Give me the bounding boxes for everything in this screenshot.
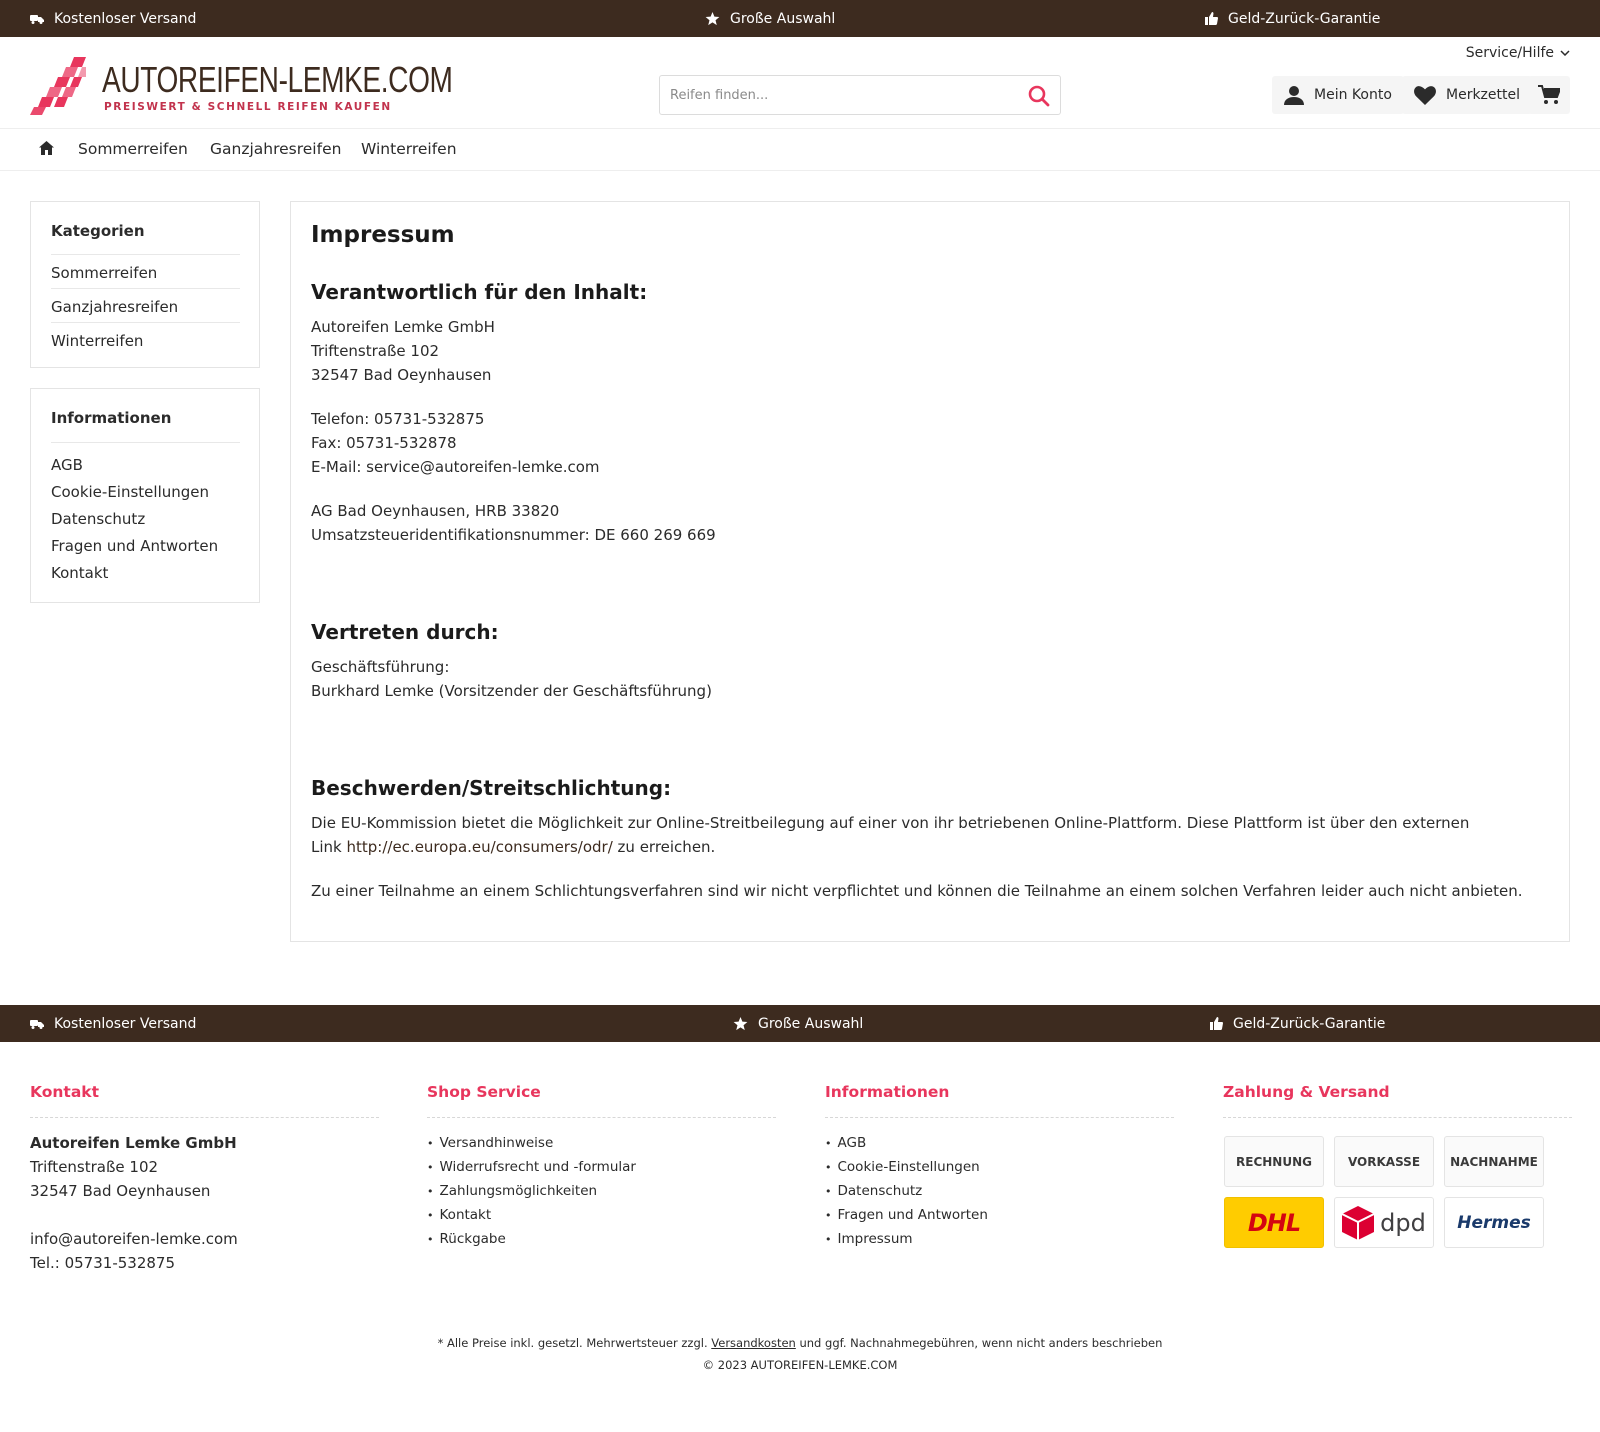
footer-contact-title: Kontakt [30, 1083, 100, 1101]
dispute-link-post: zu erreichen. [617, 838, 716, 856]
footer-city: 32547 Bad Oeynhausen [30, 1182, 211, 1200]
divider [427, 1117, 776, 1118]
footer-information [825, 1083, 1174, 1251]
footer-link-impressum[interactable]: • Impressum [825, 1227, 1174, 1251]
usp-selection-label: Große Auswahl [730, 10, 836, 27]
sidebar-item-datenschutz[interactable]: Datenschutz [51, 510, 146, 528]
footer-street: Triftenstraße 102 [30, 1158, 159, 1176]
dispute-participation-text: Zu einer Teilnahme an einem Schlichtungsverfahren sind wir nicht verpflichtet und können die Teilnahme an einem solchen Verfahren leider auch nicht anbieten. [311, 882, 1523, 900]
management-name: Burkhard Lemke (Vorsitzender der Geschäftsführung) [311, 682, 712, 700]
legal-notice-post: und ggf. Nachnahmegebühren, wenn nicht anders beschrieben [799, 1336, 1163, 1350]
divider [1223, 1117, 1572, 1118]
logo[interactable] [30, 57, 453, 117]
usp-shipping-label: Kostenloser Versand [54, 10, 197, 27]
footer-link-agb[interactable]: • AGB [825, 1131, 1174, 1155]
main-navigation [0, 128, 1600, 171]
usp-guarantee [1205, 0, 1380, 37]
company-fax: Fax: 05731-532878 [311, 434, 457, 452]
footer-payment-title: Zahlung & Versand [1223, 1083, 1390, 1101]
sidebar-categories [30, 201, 260, 368]
cart-button[interactable] [1528, 76, 1570, 114]
usp-guarantee [1210, 1005, 1385, 1042]
dhl-logo-text: DHL [1247, 1208, 1301, 1237]
truck-icon [30, 1019, 44, 1029]
checkered-flag-icon [30, 57, 86, 115]
sidebar-information-title: Informationen [51, 409, 172, 427]
sidebar-item-faq[interactable]: Fragen und Antworten [51, 537, 219, 555]
sidebar-item-cookie-settings[interactable]: Cookie-Einstellungen [51, 483, 210, 501]
footer-link-cookie-settings[interactable]: • Cookie-Einstellungen [825, 1155, 1174, 1179]
search-icon[interactable] [1028, 85, 1050, 107]
sidebar-categories-title: Kategorien [51, 222, 145, 240]
management-label: Geschäftsführung: [311, 658, 450, 676]
footer-link-payment-options[interactable]: • Zahlungsmöglichkeiten [427, 1179, 776, 1203]
company-phone: Telefon: 05731-532875 [311, 410, 485, 428]
impressum-content [290, 201, 1570, 942]
dispute-link-pre: Link [311, 838, 342, 856]
carrier-dpd-logo [1334, 1197, 1434, 1248]
legal-notice [0, 1336, 1600, 1350]
nav-item-ganzjahresreifen[interactable]: Ganzjahresreifen [210, 140, 342, 158]
sidebar-item-sommerreifen[interactable]: Sommerreifen [51, 264, 158, 282]
spacer [30, 1203, 379, 1227]
company-email: E-Mail: service@autoreifen-lemke.com [311, 458, 600, 476]
section-heading-dispute: Beschwerden/Streitschlichtung: [311, 776, 672, 800]
star-icon [733, 1017, 748, 1031]
copyright: © 2023 AUTOREIFEN-LEMKE.COM [702, 1358, 898, 1372]
bottom-usp-bar [0, 1005, 1600, 1042]
footer-phone: Tel.: 05731-532875 [30, 1254, 175, 1272]
service-help-label: Service/Hilfe [1465, 45, 1554, 61]
divider [825, 1117, 1174, 1118]
thumbs-up-icon [1205, 12, 1218, 25]
company-city: 32547 Bad Oeynhausen [311, 366, 492, 384]
usp-selection [733, 1005, 863, 1042]
search-input[interactable] [660, 76, 1010, 114]
wishlist-label: Merkzettel [1446, 87, 1520, 103]
footer-link-privacy[interactable]: • Datenschutz [825, 1179, 1174, 1203]
usp-shipping [30, 1005, 196, 1042]
dpd-logo-text: dpd [1380, 1208, 1426, 1237]
company-register: AG Bad Oeynhausen, HRB 33820 [311, 502, 560, 520]
logo-slogan: PREISWERT & SCHNELL REIFEN KAUFEN [104, 101, 392, 113]
shipping-costs-link[interactable]: Versandkosten [711, 1336, 796, 1350]
dispute-text: Die EU-Kommission bietet die Möglichkeit zur Online-Streitbeilegung auf einer von ihr betriebenen Online-Plattform. Diese Plattform ist über den externen [311, 814, 1470, 832]
usp-selection-label: Große Auswahl [758, 1015, 864, 1032]
footer-contact [30, 1083, 379, 1275]
carrier-dhl-logo [1224, 1197, 1324, 1248]
star-icon [705, 12, 720, 26]
user-icon [1284, 85, 1304, 105]
sidebar-item-kontakt[interactable]: Kontakt [51, 564, 109, 582]
footer-link-withdrawal[interactable]: • Widerrufsrecht und -formular [427, 1155, 776, 1179]
sidebar-item-winterreifen[interactable]: Winterreifen [51, 332, 144, 350]
thumbs-up-icon [1210, 1017, 1223, 1030]
footer-link-shipping-info[interactable]: • Versandhinweise [427, 1131, 776, 1155]
cart-icon [1538, 85, 1560, 105]
footer-link-faq[interactable]: • Fragen und Antworten [825, 1203, 1174, 1227]
wishlist-button[interactable] [1402, 76, 1532, 114]
page-title: Impressum [311, 222, 455, 248]
usp-guarantee-label: Geld-Zurück-Garantie [1228, 10, 1381, 27]
payment-cod-badge: NACHNAHME [1444, 1136, 1544, 1187]
heart-icon [1414, 86, 1436, 105]
section-heading-represented: Vertreten durch: [311, 620, 499, 644]
divider [30, 1117, 379, 1118]
service-help-dropdown[interactable] [1466, 45, 1570, 61]
logo-brand-text: AUTOREIFEN-LEMKE.COM [102, 59, 453, 100]
home-icon[interactable] [39, 141, 54, 155]
footer-shop-service [427, 1083, 776, 1251]
sidebar-item-ganzjahresreifen[interactable]: Ganzjahresreifen [51, 298, 179, 316]
usp-shipping-label: Kostenloser Versand [54, 1015, 197, 1032]
truck-icon [30, 14, 44, 24]
carrier-hermes-logo [1444, 1197, 1544, 1248]
usp-guarantee-label: Geld-Zurück-Garantie [1233, 1015, 1386, 1032]
sidebar-information [30, 388, 260, 603]
company-name: Autoreifen Lemke GmbH [311, 318, 495, 336]
company-vat-id: Umsatzsteueridentifikationsnummer: DE 660 269 669 [311, 526, 716, 544]
footer-company: Autoreifen Lemke GmbH [30, 1134, 237, 1152]
footer-link-contact[interactable]: • Kontakt [427, 1203, 776, 1227]
chevron-down-icon [1560, 50, 1570, 56]
search-bar [659, 75, 1061, 115]
section-heading-responsible: Verantwortlich für den Inhalt: [311, 280, 648, 304]
footer-info-title: Informationen [825, 1083, 950, 1101]
divider [51, 442, 240, 443]
footer-link-returns[interactable]: • Rückgabe [427, 1227, 776, 1251]
footer-email[interactable]: info@autoreifen-lemke.com [30, 1230, 238, 1248]
account-button[interactable] [1272, 76, 1404, 114]
account-label: Mein Konto [1314, 87, 1392, 103]
company-street: Triftenstraße 102 [311, 342, 440, 360]
dpd-cube-icon [1342, 1206, 1374, 1240]
divider [51, 254, 240, 255]
legal-notice-pre: * Alle Preise inkl. gesetzl. Mehrwertsteuer zzgl. [437, 1336, 708, 1350]
divider [51, 288, 240, 289]
footer-service-title: Shop Service [427, 1083, 541, 1101]
sidebar-item-agb[interactable]: AGB [51, 456, 83, 474]
usp-shipping [30, 0, 196, 37]
usp-selection [705, 0, 835, 37]
payment-invoice-badge: RECHNUNG [1224, 1136, 1324, 1187]
odr-link[interactable]: http://ec.europa.eu/consumers/odr/ [346, 838, 613, 856]
divider [51, 322, 240, 323]
nav-item-winterreifen[interactable]: Winterreifen [361, 140, 457, 158]
top-usp-bar [0, 0, 1600, 37]
dispute-link-line [311, 838, 715, 856]
hermes-logo-text: Hermes [1457, 1212, 1531, 1233]
payment-prepayment-badge: VORKASSE [1334, 1136, 1434, 1187]
nav-item-sommerreifen[interactable]: Sommerreifen [78, 140, 188, 158]
footer-payment-shipping [1223, 1083, 1572, 1131]
